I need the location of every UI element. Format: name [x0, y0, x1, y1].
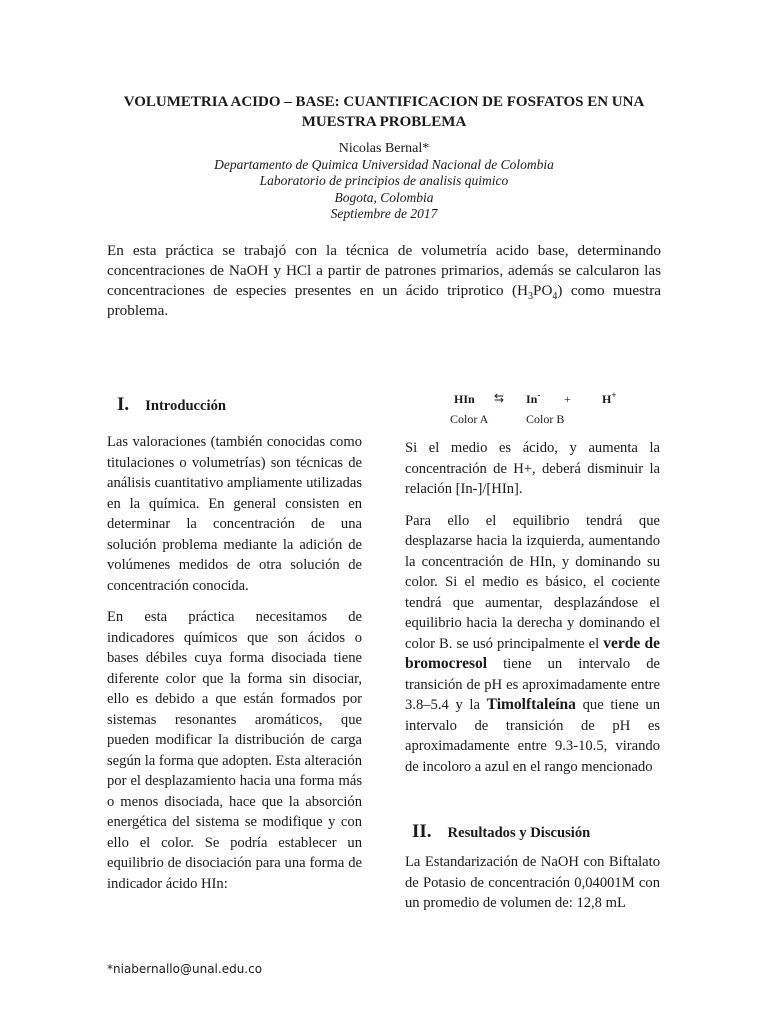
paragraph-text: tiene un intervalo de transición de pH es aproximadamente entre 3.8–5.4 y la: [405, 656, 660, 713]
intro-paragraph-1: Las valoraciones (también conocidas como titulaciones o volumetrías) son técnicas de análisis cuantitativo ampliamente utilizadas en la química. En general consisten en determinar la concentración de una solución problema mediante la adición de volúmenes medidos de otra solución de concentración conocida.: [107, 434, 362, 594]
indicator-verde-bromocresol: verde de bromocresol: [405, 634, 660, 672]
subscript-4: 4: [552, 291, 558, 303]
section-number: II.: [412, 821, 432, 842]
section-number: I.: [117, 394, 130, 415]
in-species: In-: [526, 390, 541, 406]
author-email-footnote: *niabernallo@unal.edu.co: [107, 962, 263, 976]
right-paragraph-1: Si el medio es ácido, y aumenta la concentración de H+, deberá disminuir la relación [In-]/[HIn].: [405, 440, 660, 497]
paper-title: VOLUMETRIA ACIDO – BASE: CUANTIFICACION DE FOSFATOS EN UNA MUESTRA PROBLEMA: [123, 94, 645, 130]
section-title: Introducción: [145, 398, 226, 414]
affiliation-block: [100, 157, 668, 222]
affiliation-date: Septiembre de 2017: [330, 205, 438, 221]
section-title: Resultados y Discusión: [447, 825, 591, 841]
color-a-label: Color A: [450, 412, 489, 426]
paragraph-text: que tiene un intervalo de transición de pH es aproximadamente entre 9.3-10.5, virando de incoloro a azul en el rango mencionado: [405, 697, 660, 775]
in-charge: -: [537, 390, 541, 400]
affiliation-city: Bogota, Colombia: [334, 189, 434, 205]
subscript-3: 3: [528, 291, 533, 303]
abstract-text: En esta práctica se trabajó con la técnica de volumetría acido base, determinando concentraciones de NaOH y HCl a partir de patrones primarios, además se calcularon las concentraciones de especies presentes en un ácido triprotico (H: [107, 242, 661, 299]
affiliation-lab: Laboratorio de principios de analisis quimico: [259, 173, 509, 189]
results-paragraph-1: La Estandarización de NaOH con Biftalato de Potasio de concentración 0,04001M con un promedio de volumen de: 12,8 mL: [405, 854, 660, 911]
abstract-formula: PO: [533, 282, 553, 299]
plus-sign: +: [564, 392, 571, 406]
right-column: [405, 438, 660, 788]
section-heading-introduccion: [117, 394, 226, 416]
hin-species: HIn: [454, 392, 475, 406]
section-heading-resultados: [412, 821, 590, 843]
left-column: [107, 432, 362, 905]
affiliation-department: Departamento de Quimica Universidad Nacional de Colombia: [214, 157, 554, 172]
right-paragraph-2: [405, 511, 660, 778]
h-species: H+: [602, 390, 617, 406]
intro-paragraph-2: En esta práctica necesitamos de indicadores químicos que son ácidos o bases débiles cuya forma disociada tiene diferente color que la forma sin disociar, ello es debido a que están formados por sistemas resonantes aromáticos, que pueden modificar la distribución de carga según la forma que adopten. Esta alteración por el desplazamiento hacia una forma más o menos disociada, hace que la absorción energética del sistema se modifique y con ello el color. Se podría establecer un equilibrio de disociación para una forma de indicador ácido HIn:: [107, 609, 362, 892]
indicator-timolftaleina: Timolftaleína: [486, 696, 576, 713]
paragraph-text: Para ello el equilibrio tendrá que desplazarse hacia la izquierda, aumentando la concentración de HIn, y dominando su color. Si el medio es básico, el cociente tendrá que aumentar, desplazándose el equilibrio hacia la derecha y dominando el color B. se usó principalmente el: [405, 512, 660, 652]
author-name: Nicolas Bernal*: [338, 141, 430, 156]
abstract: [107, 241, 661, 321]
equilibrium-arrow-icon: ⇆: [494, 391, 505, 405]
h-charge: +: [611, 390, 617, 400]
equilibrium-equation: [452, 392, 652, 428]
abstract-text-end: ) como muestra problema.: [107, 282, 661, 319]
color-b-label: Color B: [526, 412, 565, 426]
results-column: [405, 852, 660, 925]
